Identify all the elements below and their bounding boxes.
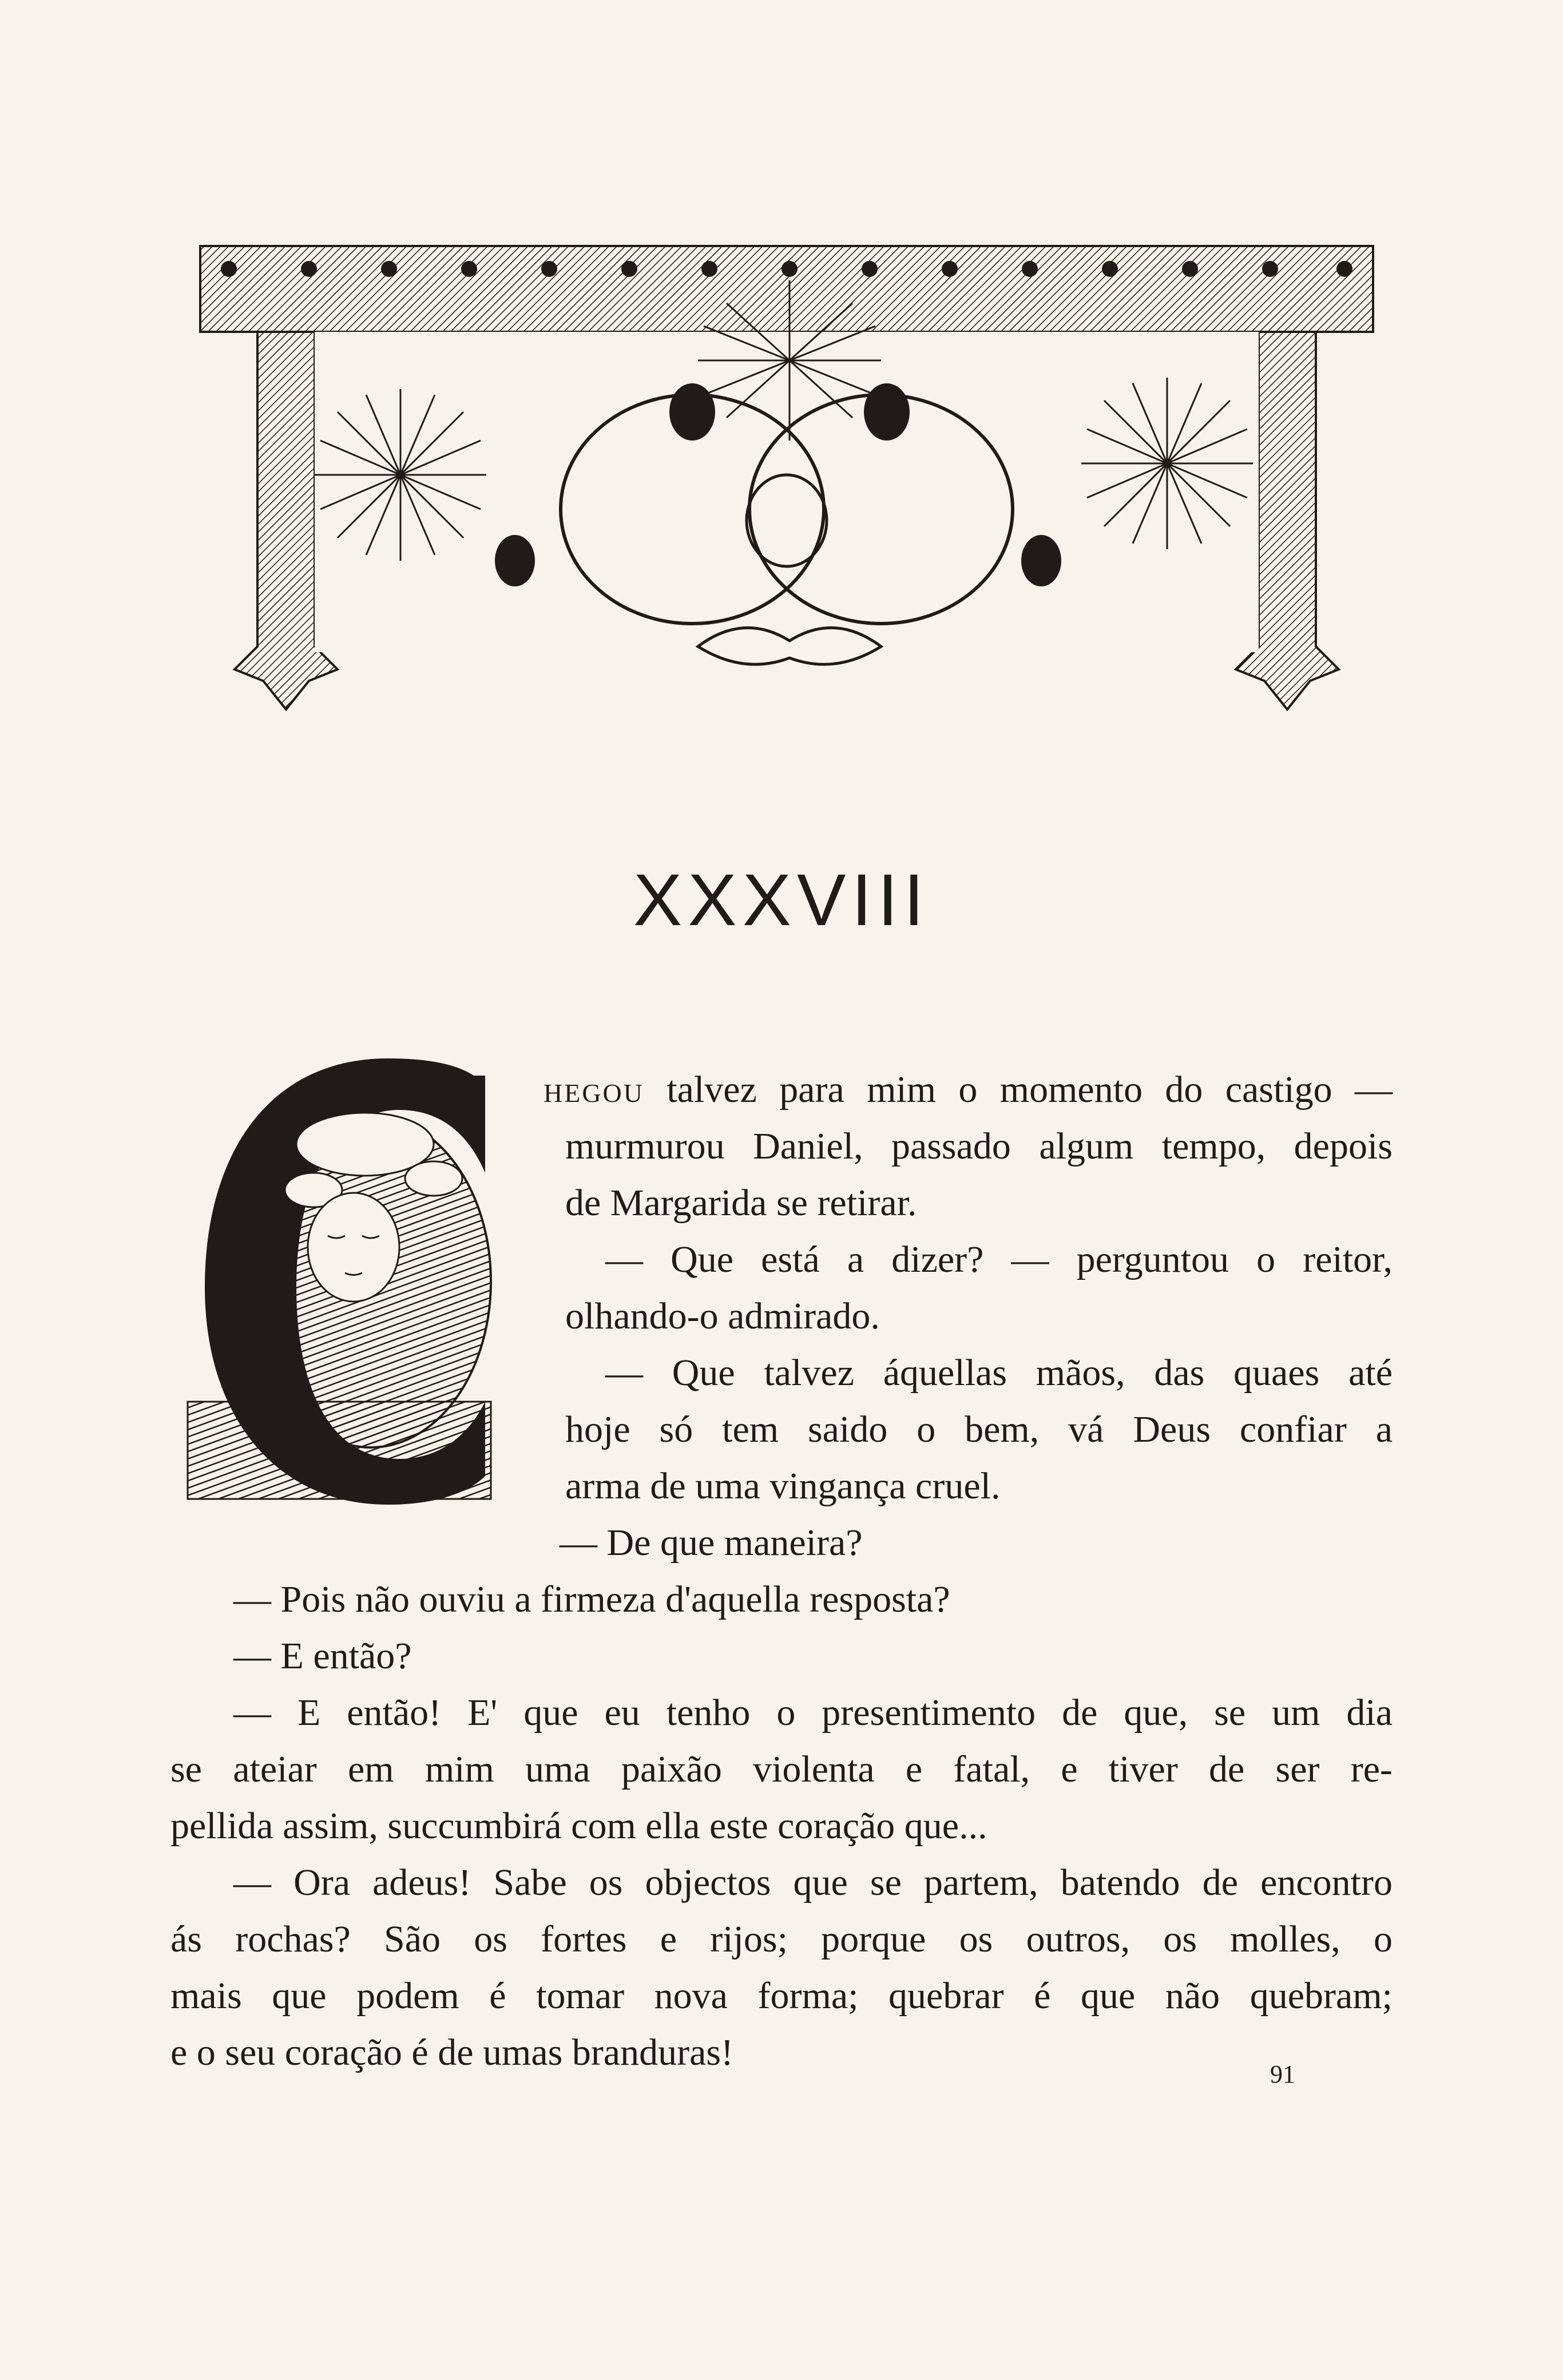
ornamental-headpiece (195, 223, 1379, 727)
text-line: hoje só tem saido o bem, vá Deus confiar a (565, 1409, 1393, 1450)
thistle-ornament-icon (195, 223, 1379, 727)
text-line: — Que talvez áquellas mãos, das quaes até (605, 1352, 1393, 1394)
body-text (170, 1061, 1393, 2081)
text-line: — Pois não ouviu a firmeza d'aquella resposta? (233, 1578, 950, 1620)
text-span: talvez para mim o momento do castigo — (667, 1069, 1393, 1110)
text-line: olhando-o admirado. (565, 1295, 880, 1337)
text-line: — Que está a dizer? — perguntou o reitor, (605, 1239, 1393, 1280)
text-line: — E então? (233, 1635, 412, 1677)
text-line (170, 1061, 1393, 1118)
text-line: — E então! E' que eu tenho o presentimento de que, se um dia (233, 1692, 1393, 1734)
chapter-number: XXXVIII (633, 859, 930, 941)
small-caps-word: HEGOU (544, 1078, 644, 1108)
text-line: pellida assim, succumbirá com ella este coração que... (170, 1805, 987, 1847)
text-line: — De que maneira? (560, 1522, 863, 1564)
text-line: mais que podem é tomar nova forma; quebrar é que não quebram; (170, 1975, 1393, 2017)
text-line: se ateiar em mim uma paixão violenta e fatal, e tiver de ser re- (170, 1748, 1393, 1790)
text-line: — Ora adeus! Sabe os objectos que se partem, batendo de encontro (233, 1862, 1393, 1903)
text-line: de Margarida se retirar. (565, 1182, 917, 1224)
page-number: 91 (1270, 2060, 1295, 2088)
text-line: arma de uma vingança cruel. (565, 1465, 1001, 1507)
text-line: ás rochas? São os fortes e rijos; porque os outros, os molles, o (170, 1918, 1393, 1960)
text-line: murmurou Daniel, passado algum tempo, depois (565, 1125, 1393, 1167)
text-line: e o seu coração é de umas branduras! (170, 2032, 734, 2073)
